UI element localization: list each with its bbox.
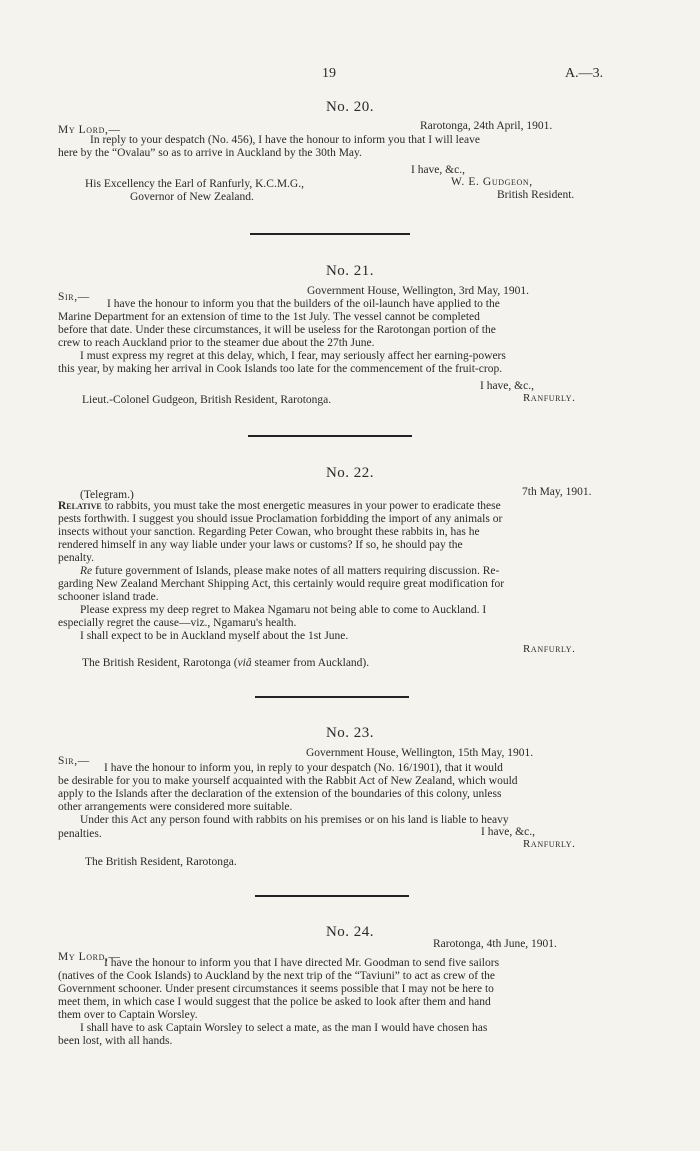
- body-line: especially regret the cause—viz., Ngamaru's health.: [58, 617, 297, 629]
- body-line: Relative to rabbits, you must take the most energetic measures in your power to eradicate these: [58, 500, 501, 512]
- section-divider: [250, 233, 410, 235]
- body-line: I shall expect to be in Auckland myself about the 1st June.: [80, 630, 349, 642]
- body-line: meet them, in which case I would suggest that the police be asked to look after them and hand: [58, 996, 491, 1008]
- section-divider: [248, 435, 412, 437]
- addressee-line: The British Resident, Rarotonga.: [85, 856, 237, 868]
- signature-title: British Resident.: [497, 189, 575, 201]
- body-line: pests forthwith. I suggest you should issue Proclamation forbidding the import of any animals or: [58, 513, 503, 525]
- signature-name: W. E. Gudgeon,: [451, 176, 533, 188]
- body-line: Under this Act any person found with rabbits on his premises or on his land is liable to heavy: [80, 814, 509, 826]
- body-line: crew to reach Auckland prior to the steamer due about the 27th June.: [58, 337, 375, 349]
- salutation: My Lord,—: [58, 124, 121, 136]
- body-line: schooner island trade.: [58, 591, 159, 603]
- re-word: Re: [80, 565, 93, 577]
- signature-name: Ranfurly.: [523, 643, 576, 655]
- body-line: this year, by making her arrival in Cook Islands too late for the commencement of the fruit-crop.: [58, 363, 503, 375]
- closing: I have, &c.,: [481, 826, 535, 838]
- lead-word: Relative: [58, 500, 102, 512]
- body-line: insects without your sanction. Regarding Peter Cowan, who brought these rabbits in, has he: [58, 526, 480, 538]
- dateline: 7th May, 1901.: [522, 486, 592, 498]
- body-line: here by the “Ovalau” so as to arrive in Auckland by the 30th May.: [58, 147, 362, 159]
- letter-number: No. 22.: [325, 465, 375, 481]
- body-line: garding New Zealand Merchant Shipping Act, this certainly would require great modification for: [58, 578, 505, 590]
- body-line: before that date. Under these circumstances, it will be useless for the Rarotongan portion of the: [58, 324, 496, 336]
- body-line: I must express my regret at this delay, which, I fear, may seriously affect her earning-powers: [80, 350, 506, 362]
- letter-number: No. 21.: [325, 263, 375, 279]
- body-line: (natives of the Cook Islands) to Auckland by the next trip of the “Taviuni” to act as crew of the: [58, 970, 496, 982]
- salutation: Sir,—: [58, 755, 90, 767]
- letter-number: No. 24.: [325, 924, 375, 940]
- salutation: Sir,—: [58, 291, 90, 303]
- body-line: them over to Captain Worsley.: [58, 1009, 198, 1021]
- signature-name: Ranfurly.: [523, 392, 576, 404]
- body-line: I have the honour to inform you that I have directed Mr. Goodman to send five sailors: [104, 957, 500, 969]
- page-number: 19: [322, 66, 336, 81]
- body-line: apply to the Islands after the declaration of the extension of the boundaries of this colony, unless: [58, 788, 502, 800]
- signature-name: Ranfurly.: [523, 838, 576, 850]
- letter-number: No. 20.: [325, 99, 375, 115]
- body-line: I have the honour to inform you, in reply to your despatch (No. 16/1901), that it would: [104, 762, 503, 774]
- body-line: Please express my deep regret to Makea Ngamaru not being able to come to Auckland. I: [80, 604, 487, 616]
- dateline: Government House, Wellington, 15th May, 1901.: [306, 747, 534, 759]
- section-divider: [255, 696, 409, 698]
- body-line: Re future government of Islands, please make notes of all matters requiring discussion. Re-: [80, 565, 500, 577]
- dateline: Government House, Wellington, 3rd May, 1901.: [307, 285, 530, 297]
- dateline: Rarotonga, 24th April, 1901.: [420, 120, 553, 132]
- letter-number: No. 23.: [325, 725, 375, 741]
- body-line: be desirable for you to make yourself acquainted with the Rabbit Act of New Zealand, which would: [58, 775, 518, 787]
- dateline: Rarotonga, 4th June, 1901.: [433, 938, 557, 950]
- body-line: Government schooner. Under present circumstances it seems possible that I may not be here to: [58, 983, 494, 995]
- addressee-line: Lieut.-Colonel Gudgeon, British Resident, Rarotonga.: [82, 394, 332, 406]
- body-line: Marine Department for an extension of time to the 1st July. The vessel cannot be completed: [58, 311, 480, 323]
- closing: I have, &c.,: [480, 380, 534, 392]
- section-divider: [255, 895, 409, 897]
- addressee-line: The British Resident, Rarotonga (viâ steamer from Auckland).: [82, 657, 370, 669]
- body-line: I have the honour to inform you that the builders of the oil-launch have applied to the: [107, 298, 500, 310]
- body-line: penalties.: [58, 828, 102, 840]
- salutation: My Lord,—: [58, 951, 121, 963]
- body-line: penalty.: [58, 552, 94, 564]
- body-line: other arrangements were considered more suitable.: [58, 801, 293, 813]
- body-line: been lost, with all hands.: [58, 1035, 173, 1047]
- addressee-line: His Excellency the Earl of Ranfurly, K.C.M.G.,: [85, 178, 304, 190]
- body-line: rendered himself in any way liable under your laws or customs? If so, he should pay the: [58, 539, 463, 551]
- body-line: In reply to your despatch (No. 456), I have the honour to inform you that I will leave: [90, 134, 480, 146]
- body-line: I shall have to ask Captain Worsley to select a mate, as the man I would have chosen has: [80, 1022, 488, 1034]
- telegram-label: (Telegram.): [80, 489, 134, 501]
- addressee-line: Governor of New Zealand.: [130, 191, 254, 203]
- series-reference: A.—3.: [565, 66, 604, 81]
- closing: I have, &c.,: [411, 164, 465, 176]
